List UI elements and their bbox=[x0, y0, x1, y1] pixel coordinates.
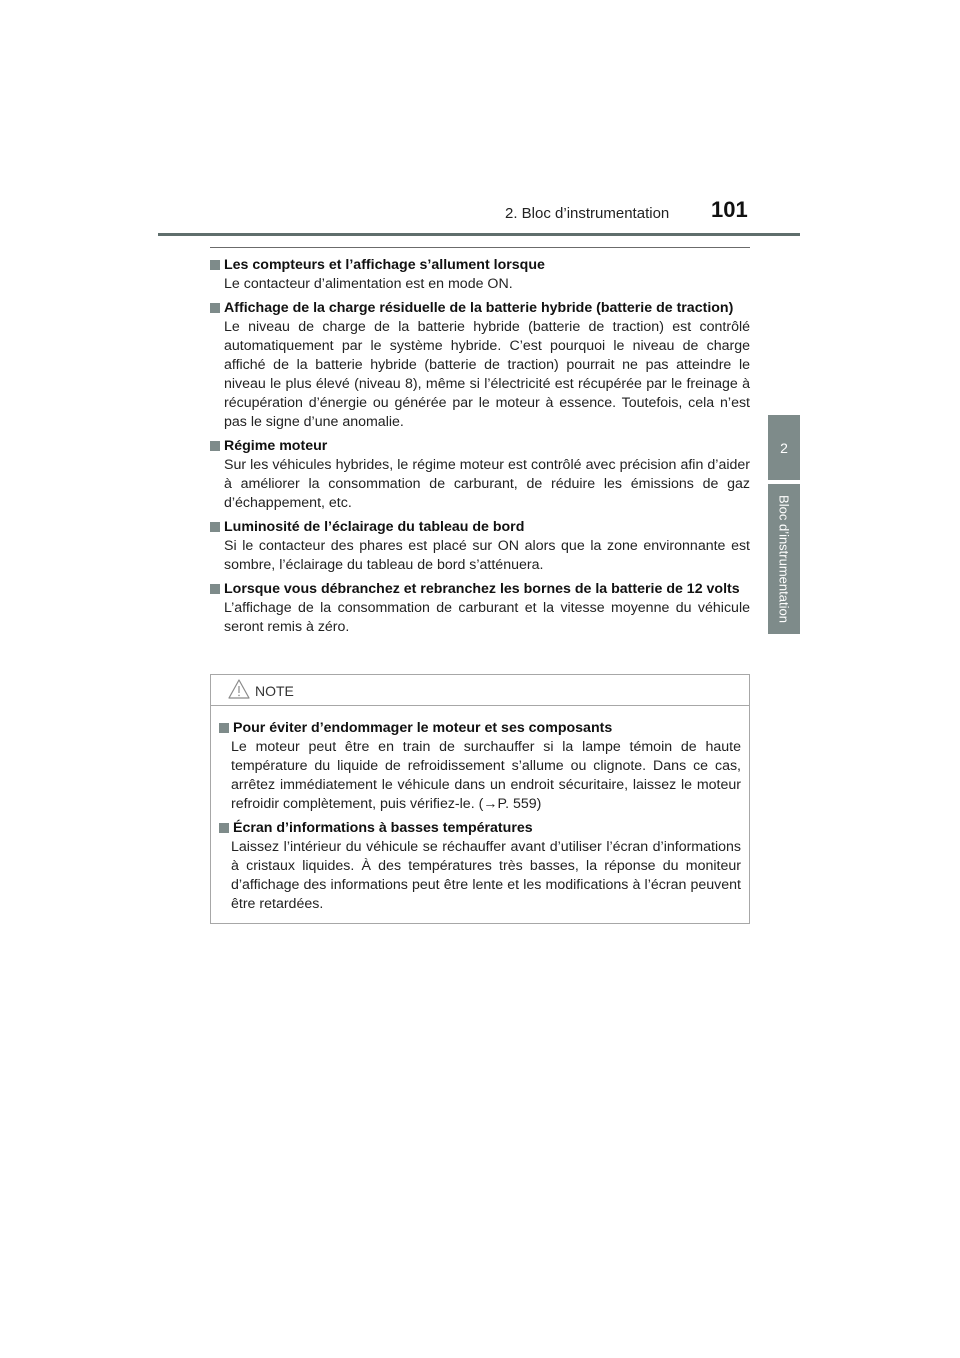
section-body: Le contacteur d’alimentation est en mode ON. bbox=[224, 276, 513, 292]
note-section-title-text: Pour éviter d’endommager le moteur et ses composants bbox=[233, 720, 613, 736]
note-section-body: Laissez l’intérieur du véhicule se réchauffer avant d’utiliser l’écran d’informations à cristaux liquides. À des températures très basses, la réponse du moniteur d’affichage des informations peut être lente et les modifications à l’écran peuvent être retardées. bbox=[231, 839, 741, 912]
note-header bbox=[211, 675, 749, 706]
section-body: Le niveau de charge de la batterie hybride (batterie de traction) est contrôlé automatiquement par le système hybride. C’est pourquoi le niveau de charge affiché de la batterie hybride (batterie de traction) pourrait ne pas atteindre le niveau le plus élevé (niveau 8), même si l’électricité est récupérée par le freinage à récupération d’énergie ou générée par le moteur à essence. Toutefois, cela n’est pas le signe d’une anomalie. bbox=[224, 319, 750, 430]
section-title-text: Régime moteur bbox=[224, 438, 328, 454]
section-title-text: Luminosité de l’éclairage du tableau de bord bbox=[224, 519, 525, 535]
section-body: Sur les véhicules hybrides, le régime moteur est contrôlé avec précision afin d’aider à améliorer la consommation de carburant, de réduire les émissions de gaz d’échappement, etc. bbox=[224, 457, 750, 511]
square-bullet-icon bbox=[210, 441, 220, 451]
side-tab-label-text: Bloc d’instrumentation bbox=[776, 495, 792, 623]
note-box bbox=[210, 674, 750, 924]
note-content bbox=[211, 706, 749, 914]
note-section bbox=[219, 719, 741, 814]
section bbox=[210, 256, 750, 294]
note-label: NOTE bbox=[255, 683, 294, 699]
header-rule bbox=[158, 233, 800, 236]
note-section bbox=[219, 819, 741, 914]
square-bullet-icon bbox=[219, 823, 229, 833]
note-section-title bbox=[219, 819, 741, 838]
square-bullet-icon bbox=[210, 584, 220, 594]
square-bullet-icon bbox=[210, 522, 220, 532]
section-title bbox=[210, 580, 750, 599]
section bbox=[210, 437, 750, 513]
section bbox=[210, 518, 750, 575]
section-title-text: Les compteurs et l’affichage s’allument lorsque bbox=[224, 257, 545, 273]
section-body: L’affichage de la consommation de carburant et la vitesse moyenne du véhicule seront remis à zéro. bbox=[224, 600, 750, 635]
page-number: 101 bbox=[711, 197, 748, 222]
section bbox=[210, 580, 750, 637]
note-section-title bbox=[219, 719, 741, 738]
section-title bbox=[210, 299, 750, 318]
chapter-title: 2. Bloc d’instrumentation bbox=[505, 205, 670, 222]
section-title bbox=[210, 256, 750, 275]
section bbox=[210, 299, 750, 432]
note-section-title-text: Écran d’informations à basses températures bbox=[233, 820, 533, 836]
square-bullet-icon bbox=[210, 303, 220, 313]
section-title-text: Lorsque vous débranchez et rebranchez les bornes de la batterie de 12 volts bbox=[224, 581, 740, 597]
main-content bbox=[210, 247, 750, 642]
section-title bbox=[210, 437, 750, 456]
side-tab-number-text: 2 bbox=[780, 439, 788, 456]
note-section-body: Le moteur peut être en train de surchauffer si la lampe témoin de haute température du liquide de refroidissement s’allume ou clignote. Dans ce cas, arrêtez immédiatement le véhicule dans un endroit sécuritaire, laissez le moteur refroidir complètement, puis vérifiez-le. (→P. 559) bbox=[231, 739, 741, 812]
side-tab-number bbox=[768, 415, 800, 480]
section-title-text: Affichage de la charge résiduelle de la batterie hybride (batterie de traction) bbox=[224, 300, 734, 316]
side-tab-label bbox=[768, 484, 800, 634]
section-body: Si le contacteur des phares est placé sur ON alors que la zone environnante est sombre, l’éclairage du tableau de bord s’atténuera. bbox=[224, 538, 750, 573]
content-rule bbox=[210, 247, 750, 248]
square-bullet-icon bbox=[219, 723, 229, 733]
section-title bbox=[210, 518, 750, 537]
warning-triangle-icon bbox=[228, 679, 250, 699]
square-bullet-icon bbox=[210, 260, 220, 270]
